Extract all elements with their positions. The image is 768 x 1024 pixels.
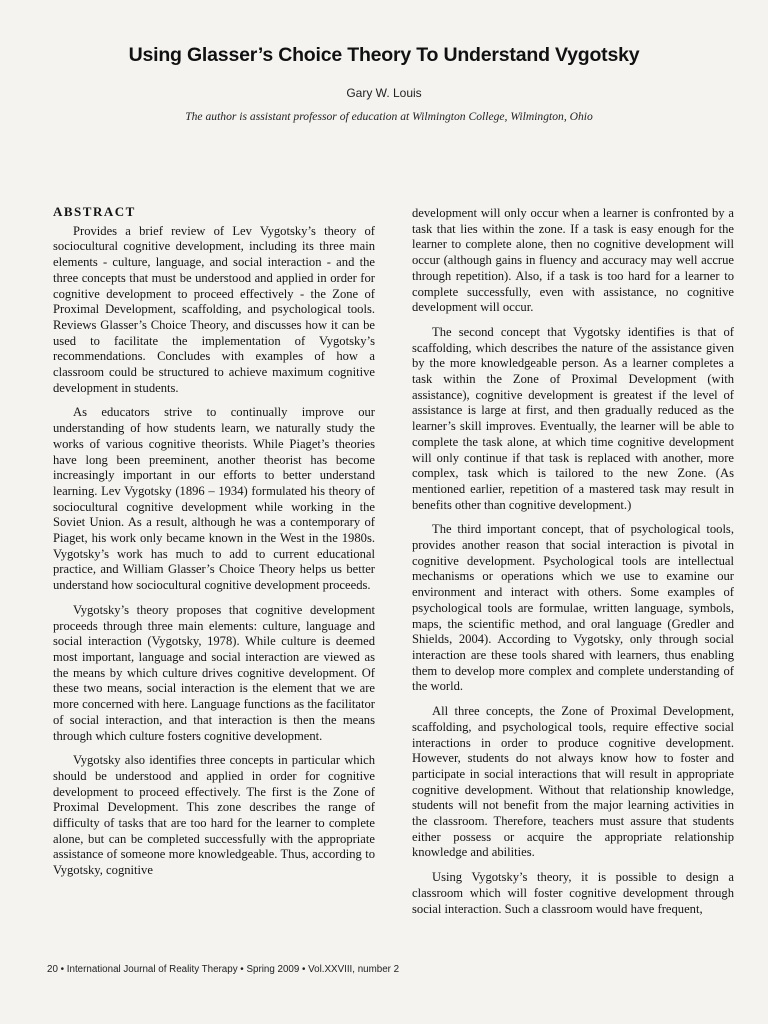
body-paragraph: The third important concept, that of psychological tools, provides another reason that social interaction is pivotal in cognitive development. Psychological tools are intellectual mechanisms or operations which we use to examine our environment and interact with others. Some examples of psychological tools are formulae, written language, symbols, maps, the scientific method, and oral language (Gredler and Shields, 2004). According to Vygotsky, only through social interaction are these tools shared with learners, thus enabling them to develop more complex and complete understanding of the world.	[412, 522, 734, 694]
page-footer: 20 • International Journal of Reality Therapy • Spring 2009 • Vol.XXVIII, number 2	[47, 964, 400, 975]
abstract-text: Provides a brief review of Lev Vygotsky’s theory of sociocultural cognitive development, including its three main elements - culture, language, and social interaction - and the three concepts that must be understood and applied in order for cognitive development to proceed effectively - the Zone of Proximal Development, scaffolding, and psychological tools. Reviews Glasser’s Choice Theory, and discusses how it can be used to facilitate the implementation of Vygotsky’s recommendations. Concludes with examples of how a classroom could be structured to achieve maximum cognitive development in students.	[53, 223, 375, 395]
left-column	[53, 204, 375, 888]
body-paragraph: All three concepts, the Zone of Proximal Development, scaffolding, and psychological tools, require effective social interactions in order to produce cognitive development. However, students do not always know how to foster and participate in social interactions that will result in appropriate cognitive development. Without that relationship knowledge, students will not benefit from the major learning activities in the classroom. Therefore, teachers must assure that students either possess or acquire the appropriate relationship knowledge and abilities.	[412, 704, 734, 860]
body-paragraph: Vygotsky’s theory proposes that cognitive development proceeds through three main elements: culture, language and social interaction (Vygotsky, 1978). While culture is deemed most important, language and social interaction are viewed as the means by which culture drives cognitive development. Of these two means, social interaction is the element that we are more concerned with here. Language functions as the facilitator of social interaction, and that interaction is then the means through which culture fosters cognitive development.	[53, 602, 375, 743]
author-name: Gary W. Louis	[346, 86, 422, 100]
right-column	[412, 206, 734, 926]
abstract-heading: ABSTRACT	[53, 204, 136, 219]
body-paragraph: The second concept that Vygotsky identifies is that of scaffolding, which describes the nature of the assistance given by the more knowledgeable person. As a learner completes a task within the Zone of Proximal Development (with assistance), cognitive development is greatest if the level of assistance is large at first, and then gradually reduced as the learner’s skill improves. Eventually, the learner will be able to complete the task alone, at which time cognitive development will only continue if that task is replaced with another, more complex, task which is tailored to the new Zone. (As mentioned earlier, repetition of a mastered task may result in benefits other than cognitive development.)	[412, 324, 734, 512]
body-paragraph: Vygotsky also identifies three concepts in particular which should be understood and applied in order for cognitive development to proceed effectively. The first is the Zone of Proximal Development. This zone describes the range of difficulty of tasks that are too hard for the learner to complete alone, but can be completed successfully with the appropriate assistance of someone more knowledgeable. Thus, according to Vygotsky, cognitive	[53, 753, 375, 878]
body-paragraph: Using Vygotsky’s theory, it is possible to design a classroom which will foster cognitive development through social interaction. Such a classroom would have frequent,	[412, 870, 734, 916]
body-paragraph: As educators strive to continually improve our understanding of how students learn, we naturally study the works of various cognitive theorists. While Piaget’s theories have long been preeminent, another theorist has become increasingly important in our efforts to better understand learning. Lev Vygotsky (1896 – 1934) formulated his theory of sociocultural cognitive development while working in the Soviet Union. As a result, although he was a contemporary of Piaget, his work only became known in the West in the 1980s. Vygotsky’s work has much to add to current educational practice, and William Glasser’s Choice Theory helps us better understand how sociocultural cognitive development proceeds.	[53, 405, 375, 593]
continued-paragraph: development will only occur when a learner is confronted by a task that lies within the zone. If a task is easy enough for the learner to complete alone, then no cognitive development will occur (although gains in fluency and accuracy may well accrue through repetition). Also, if a task is too hard for a learner to complete successfully, even with assistance, no cognitive development will occur.	[412, 206, 734, 315]
author-affiliation: The author is assistant professor of education at Wilmington College, Wilmington, Ohio	[185, 110, 593, 123]
paper-title: Using Glasser’s Choice Theory To Understand Vygotsky	[128, 44, 640, 66]
